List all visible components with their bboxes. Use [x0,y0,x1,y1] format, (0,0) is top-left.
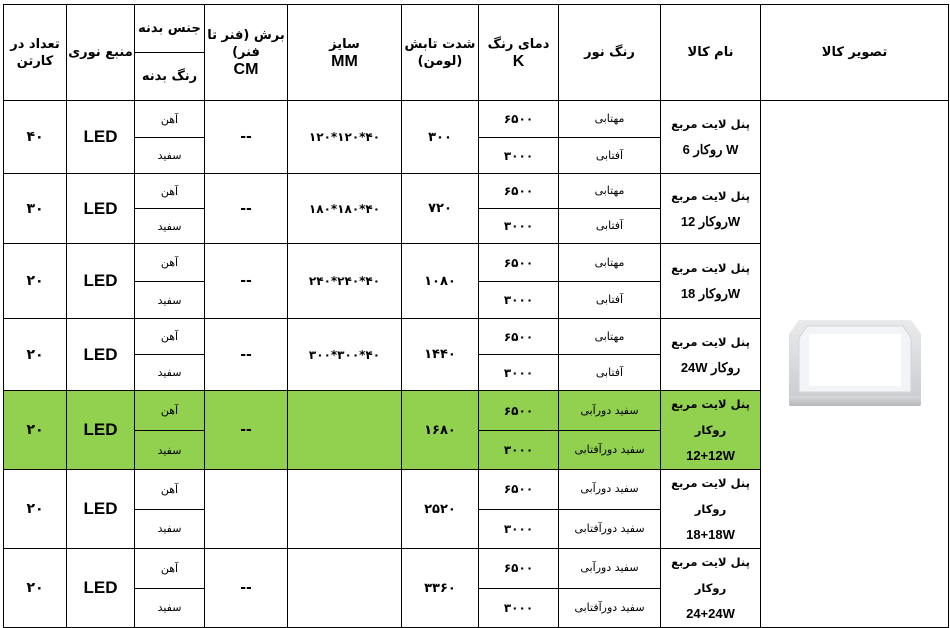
cell-light-cool: سفید دورآبی [559,549,661,589]
cell-count: ۲۰ [4,244,67,319]
cell-count: ۴۰ [4,101,67,174]
cell-temp-warm: ۳۰۰۰ [479,282,559,319]
cell-size [288,549,402,628]
cell-count: ۲۰ [4,470,67,549]
cell-light-cool: مهتابی [559,174,661,209]
cell-product-name [661,101,761,174]
cell-body-material: آهن [135,470,205,510]
header-body-material: جنس بدنه [135,5,205,53]
cell-light-cool: مهتابی [559,319,661,355]
cell-body-material: آهن [135,101,205,138]
header-temp: دمای رنگ K [479,5,559,101]
product-name-line1: پنل لایت مربع روکار [671,397,750,437]
cell-size: ۳۰۰*۳۰۰*۴۰ [288,319,402,391]
cell-temp-warm: ۳۰۰۰ [479,355,559,391]
product-image-cell [761,101,949,628]
product-table [3,4,949,628]
product-name-line1: پنل لایت مربع روکار [671,476,750,516]
header-light-color: رنگ نور [559,5,661,101]
cell-cutout: -- [205,244,288,319]
cell-light-warm: آفتابی [559,282,661,319]
cell-size: ۲۴۰*۲۴۰*۴۰ [288,244,402,319]
product-name-line2: 18+18W [686,527,735,542]
cell-light-warm: سفید دورآفتابی [559,431,661,470]
header-count: تعداد در کارتن [4,5,67,101]
product-name-line1: پنل لایت مربع [671,117,750,131]
cell-count: ۲۰ [4,319,67,391]
table-row [4,101,949,138]
cell-body-material: آهن [135,391,205,431]
cell-lumen: ۳۰۰ [402,101,479,174]
cell-body-color: سفید [135,355,205,391]
cell-lumen: ۱۶۸۰ [402,391,479,470]
cell-body-color: سفید [135,588,205,628]
cell-temp-warm: ۳۰۰۰ [479,509,559,549]
cell-product-name [661,391,761,470]
cell-product-name [661,174,761,244]
cell-temp-cool: ۶۵۰۰ [479,470,559,510]
cell-source: LED [67,319,135,391]
product-name-line1: پنل لایت مربع [671,334,750,349]
cell-body-material: آهن [135,549,205,589]
cell-source: LED [67,470,135,549]
product-name-line1: پنل لایت مربع روکار [671,555,750,595]
cell-product-name [661,549,761,628]
cell-temp-cool: ۶۵۰۰ [479,549,559,589]
cell-lumen: ۱۰۸۰ [402,244,479,319]
cell-body-color: سفید [135,209,205,244]
cell-light-warm: سفید دورآفتابی [559,509,661,549]
cell-body-color: سفید [135,282,205,319]
product-name-line1: پنل لایت مربع [671,188,750,203]
cell-body-color: سفید [135,509,205,549]
product-name-line2: روکار 18W [680,286,741,301]
cell-body-material: آهن [135,174,205,209]
cell-source: LED [67,549,135,628]
cell-temp-cool: ۶۵۰۰ [479,391,559,431]
cell-count: ۳۰ [4,174,67,244]
cell-product-name [661,470,761,549]
cell-light-cool: سفید دورآبی [559,470,661,510]
cell-temp-warm: ۳۰۰۰ [479,209,559,244]
cell-count: ۲۰ [4,549,67,628]
cell-temp-warm: ۳۰۰۰ [479,138,559,174]
cell-temp-cool: ۶۵۰۰ [479,244,559,282]
cell-cutout: -- [205,391,288,470]
cell-light-warm: آفتابی [559,209,661,244]
header-product-image: تصویر کالا [761,5,949,101]
cell-body-color: سفید [135,138,205,174]
cell-source: LED [67,244,135,319]
cell-light-warm: سفید دورآفتابی [559,588,661,628]
cell-cutout [205,470,288,549]
header-source: منبع نوری [67,5,135,101]
cell-product-name [661,319,761,391]
cell-body-color: سفید [135,431,205,470]
cell-size: ۱۲۰*۱۲۰*۴۰ [288,101,402,174]
cell-light-cool: مهتابی [559,244,661,282]
cell-body-material: آهن [135,244,205,282]
cell-cutout: -- [205,174,288,244]
cell-temp-cool: ۶۵۰۰ [479,174,559,209]
cell-size [288,391,402,470]
product-name-line2: 24+24W [686,606,735,621]
header-lumen: شدت تابش (لومن) [402,5,479,101]
product-name-line2: 12+12W [686,448,735,463]
cell-light-cool: مهتابی [559,101,661,138]
cell-body-material: آهن [135,319,205,355]
cell-product-name [661,244,761,319]
header-size: سایز MM [288,5,402,101]
product-name-line2: روکار 12W [680,213,741,229]
product-name-line2: روکار 6 W [682,142,739,157]
header-product-name: نام کالا [661,5,761,101]
header-cutout: برش (فنر تا فنر) CM [205,5,288,101]
cell-source: LED [67,391,135,470]
cell-lumen: ۲۵۲۰ [402,470,479,549]
cell-cutout: -- [205,101,288,174]
cell-cutout: -- [205,549,288,628]
product-name-line2: 24W روکار [680,359,741,375]
cell-temp-warm: ۳۰۰۰ [479,431,559,470]
cell-temp-cool: ۶۵۰۰ [479,101,559,138]
cell-temp-cool: ۶۵۰۰ [479,319,559,355]
product-name-line1: پنل لایت مربع [671,261,750,275]
cell-cutout: -- [205,319,288,391]
cell-light-cool: سفید دورآبی [559,391,661,431]
cell-light-warm: آفتابی [559,138,661,174]
cell-size [288,470,402,549]
cell-size: ۱۸۰*۱۸۰*۴۰ [288,174,402,244]
cell-temp-warm: ۳۰۰۰ [479,588,559,628]
cell-lumen: ۷۲۰ [402,174,479,244]
header-body-color: رنگ بدنه [135,53,205,101]
cell-lumen: ۱۴۴۰ [402,319,479,391]
cell-source: LED [67,174,135,244]
cell-count: ۲۰ [4,391,67,470]
cell-lumen: ۳۳۶۰ [402,549,479,628]
cell-light-warm: آفتابی [559,355,661,391]
cell-source: LED [67,101,135,174]
square-surface-panel-light-icon [785,312,925,412]
